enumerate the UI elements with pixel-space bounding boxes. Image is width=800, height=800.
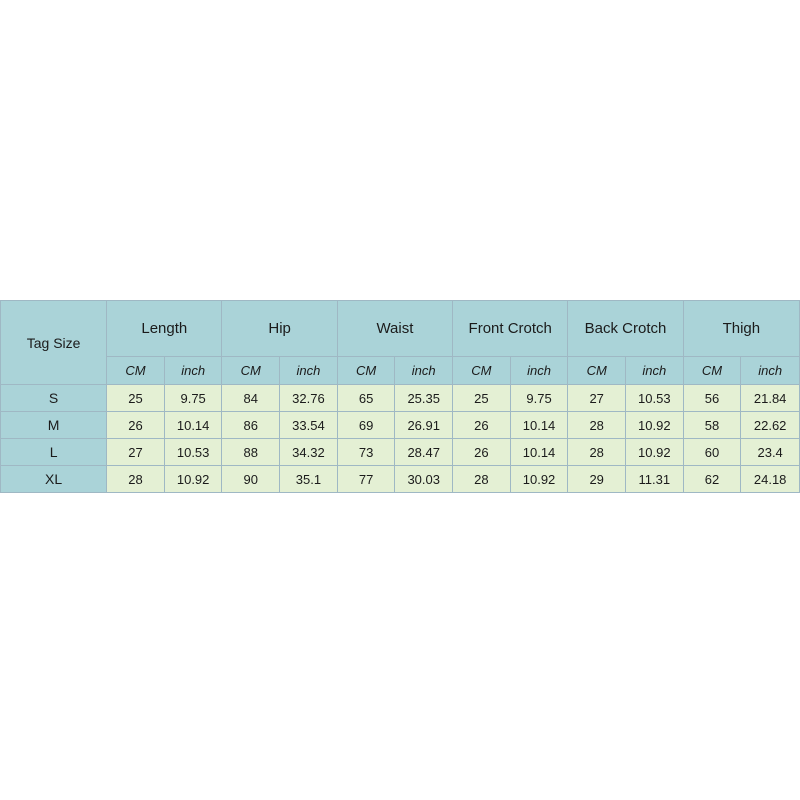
header-unit-length-cm: CM [107,357,165,385]
cell-value: 10.92 [626,439,684,466]
cell-value: 28 [107,466,165,493]
cell-value: 26.91 [395,412,453,439]
cell-value: 10.14 [510,412,568,439]
header-group-length: Length [107,301,222,357]
row-size-label: XL [1,466,107,493]
cell-value: 29 [568,466,626,493]
cell-value: 28 [453,466,511,493]
cell-value: 10.53 [626,385,684,412]
cell-value: 27 [568,385,626,412]
header-group-front-crotch: Front Crotch [453,301,568,357]
cell-value: 10.92 [164,466,222,493]
cell-value: 11.31 [626,466,684,493]
cell-value: 10.53 [164,439,222,466]
table-row [1,385,800,412]
header-unit-back-crotch-cm: CM [568,357,626,385]
cell-value: 27 [107,439,165,466]
cell-value: 73 [337,439,395,466]
cell-value: 22.62 [741,412,800,439]
table-header-row-groups [1,301,800,357]
cell-value: 62 [683,466,741,493]
header-unit-thigh-cm: CM [683,357,741,385]
cell-value: 35.1 [280,466,338,493]
cell-value: 33.54 [280,412,338,439]
header-group-thigh: Thigh [683,301,799,357]
cell-value: 60 [683,439,741,466]
header-unit-front-crotch-inch: inch [510,357,568,385]
cell-value: 10.92 [510,466,568,493]
cell-value: 10.92 [626,412,684,439]
cell-value: 90 [222,466,280,493]
cell-value: 21.84 [741,385,800,412]
cell-value: 10.14 [164,412,222,439]
cell-value: 26 [453,412,511,439]
header-unit-waist-inch: inch [395,357,453,385]
cell-value: 30.03 [395,466,453,493]
header-group-hip: Hip [222,301,337,357]
header-unit-thigh-inch: inch [741,357,800,385]
cell-value: 25 [453,385,511,412]
cell-value: 69 [337,412,395,439]
cell-value: 26 [453,439,511,466]
cell-value: 25 [107,385,165,412]
cell-value: 26 [107,412,165,439]
row-size-label: S [1,385,107,412]
cell-value: 58 [683,412,741,439]
cell-value: 25.35 [395,385,453,412]
cell-value: 28.47 [395,439,453,466]
table-row [1,466,800,493]
cell-value: 9.75 [510,385,568,412]
table-header-row-units [1,357,800,385]
header-tag-size: Tag Size [1,301,107,385]
row-size-label: M [1,412,107,439]
header-unit-back-crotch-inch: inch [626,357,684,385]
cell-value: 10.14 [510,439,568,466]
cell-value: 28 [568,412,626,439]
table-row [1,412,800,439]
cell-value: 88 [222,439,280,466]
cell-value: 77 [337,466,395,493]
header-group-waist: Waist [337,301,452,357]
cell-value: 28 [568,439,626,466]
header-group-back-crotch: Back Crotch [568,301,683,357]
cell-value: 84 [222,385,280,412]
cell-value: 34.32 [280,439,338,466]
cell-value: 32.76 [280,385,338,412]
table-row [1,439,800,466]
header-unit-length-inch: inch [164,357,222,385]
cell-value: 86 [222,412,280,439]
cell-value: 24.18 [741,466,800,493]
header-unit-waist-cm: CM [337,357,395,385]
cell-value: 9.75 [164,385,222,412]
header-unit-hip-cm: CM [222,357,280,385]
size-chart-table [0,300,800,493]
header-unit-front-crotch-cm: CM [453,357,511,385]
row-size-label: L [1,439,107,466]
cell-value: 56 [683,385,741,412]
cell-value: 65 [337,385,395,412]
size-chart-container [0,300,800,493]
cell-value: 23.4 [741,439,800,466]
header-unit-hip-inch: inch [280,357,338,385]
